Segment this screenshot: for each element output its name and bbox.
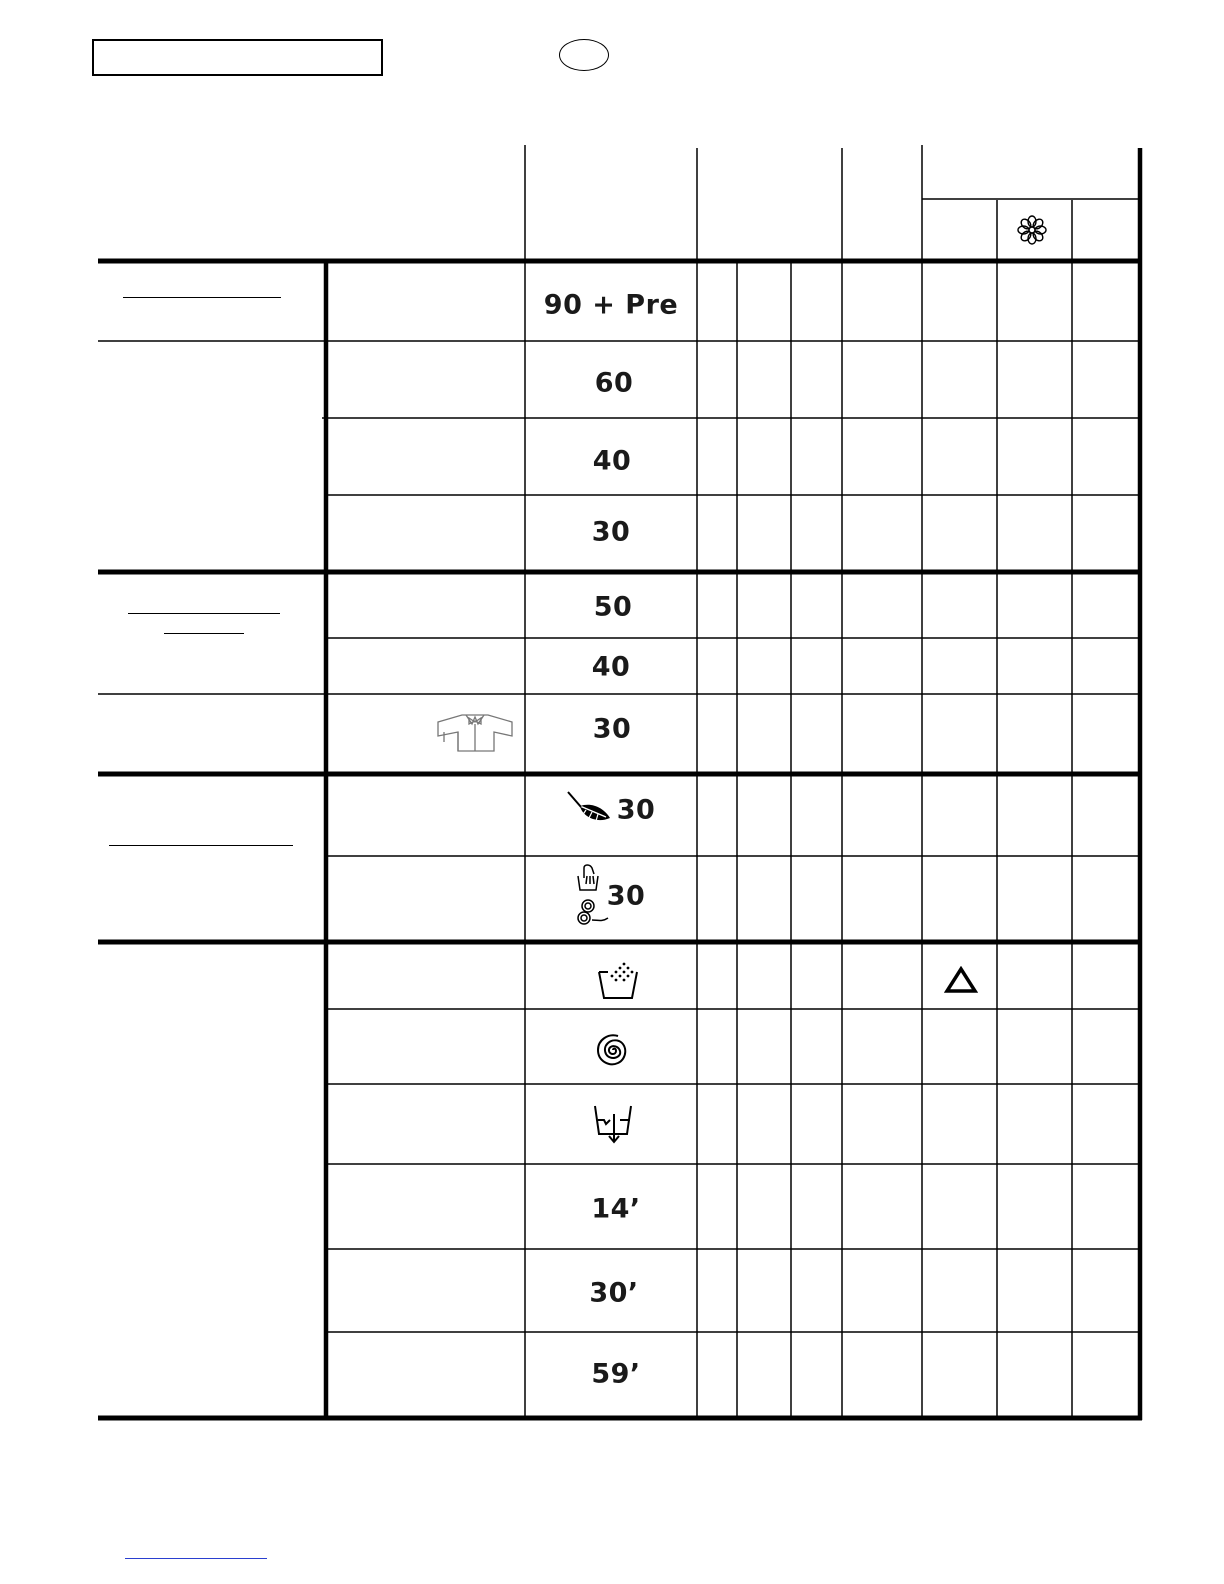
spin-spiral-icon [592,1030,634,1070]
program-temp: 40 [592,445,632,477]
program-temp: 30 [592,713,632,745]
program-temp: 60 [594,367,634,399]
category-underline [164,633,244,634]
program-temp: 90 + Pre [543,289,679,321]
program-temp: 50 [593,591,633,623]
category-underline [123,297,281,298]
category-underline [109,845,293,846]
program-duration: 14’ [591,1193,641,1225]
hand-wash-yarn-icon [574,862,610,928]
rinse-icon [596,958,640,1002]
footer-link-underline [125,1558,267,1559]
program-temp: 30 [591,516,631,548]
warning-triangle-icon [944,966,978,994]
shirt-icon [436,712,514,754]
program-temp: 40 [591,651,631,683]
program-temp: 30 [616,794,656,826]
category-underline [128,613,280,614]
drain-icon [592,1102,634,1146]
flower-icon [1016,214,1048,246]
program-temp: 30 [606,880,646,912]
program-duration: 30’ [589,1277,639,1309]
program-duration: 59’ [591,1358,641,1390]
wool-feather-icon [566,790,614,832]
